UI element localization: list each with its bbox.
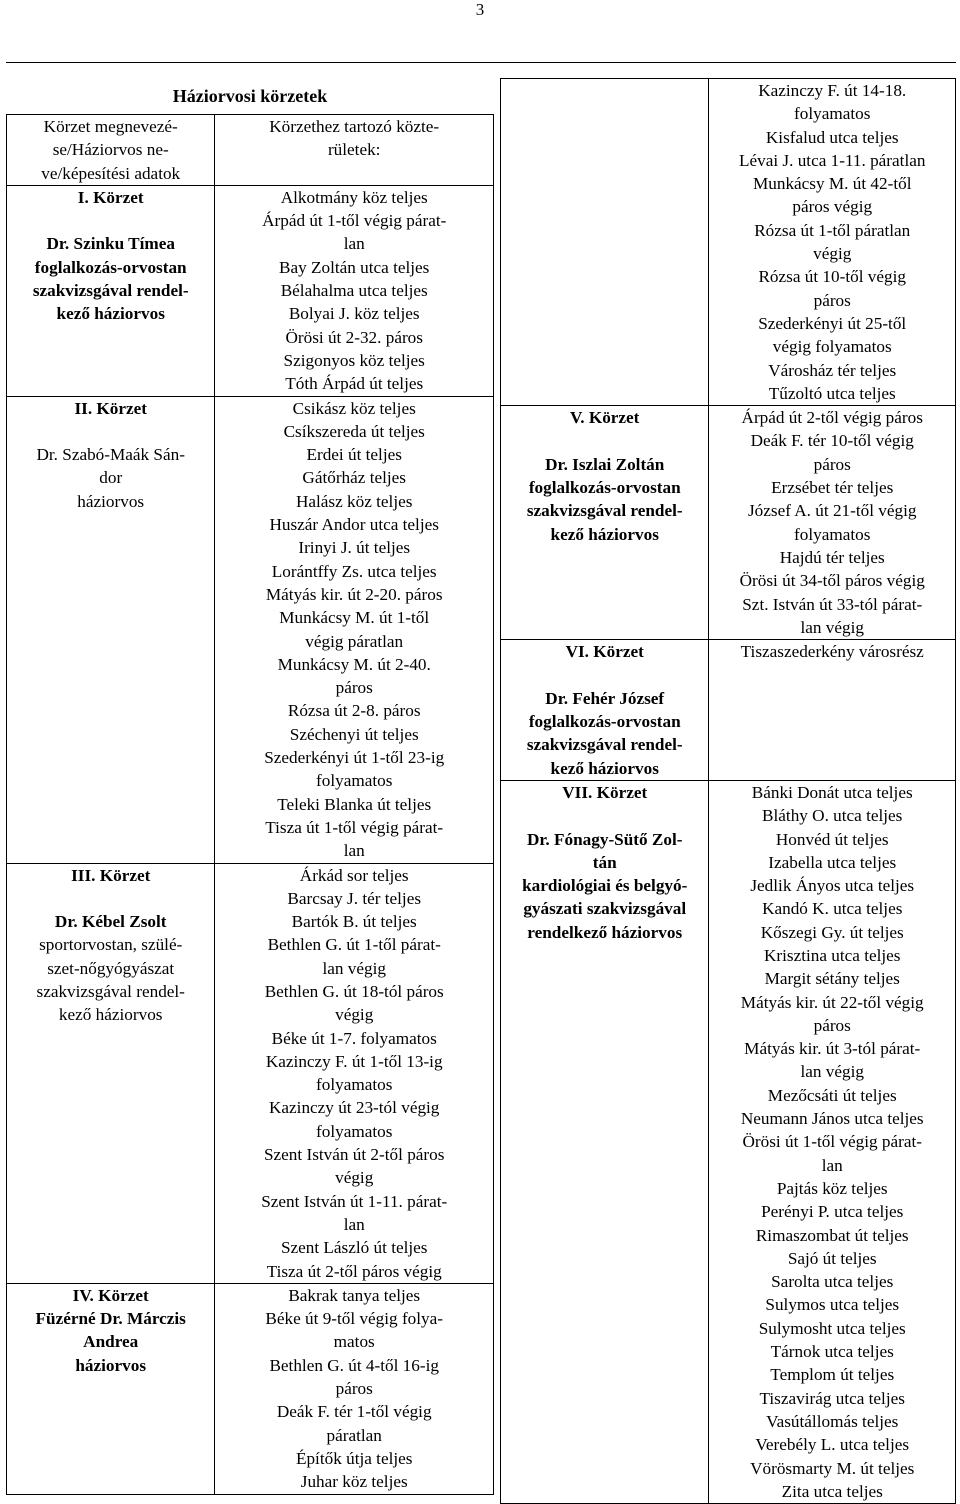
street-line: Szigonyos köz teljes xyxy=(283,350,425,370)
district-name: IV. Körzet xyxy=(72,1285,149,1305)
street-line: Tisza út 2-től páros végig xyxy=(266,1261,442,1281)
street-line: Pajtás köz teljes xyxy=(776,1178,888,1198)
street-line: Szent István út 1-11. párat- xyxy=(261,1191,448,1211)
district-cell xyxy=(7,396,215,863)
street-line: Árpád út 2-től végig páros xyxy=(741,408,923,428)
district-name: VII. Körzet xyxy=(562,782,648,802)
district-doctor-line: szakvizsgával rendel- xyxy=(36,981,185,1001)
districts-table-left xyxy=(6,78,494,1495)
street-line: Huszár Andor utca teljes xyxy=(269,515,439,535)
street-line: Kandó K. utca teljes xyxy=(762,899,903,919)
street-line: Mezőcsáti út teljes xyxy=(767,1085,897,1105)
street-line: Munkácsy M. út 2-40. xyxy=(277,654,431,674)
street-line: Béke út 1-7. folyamatos xyxy=(271,1028,437,1048)
street-line: Deák F. tér 10-től végig xyxy=(750,431,914,451)
district-doctor-line: Dr. Fónagy-Sütő Zol- xyxy=(526,829,683,849)
header-line: Körzet megnevezé- xyxy=(43,117,178,136)
street-line: Deák F. tér 1-től végig xyxy=(276,1402,432,1422)
street-line: Mátyás kir. út 3-tól párat- xyxy=(744,1039,921,1059)
table-row xyxy=(501,640,956,781)
district-doctor-line xyxy=(8,420,213,443)
street-line: Bethlen G. út 1-től párat- xyxy=(267,935,441,955)
district-doctor-line: Füzérné Dr. Márczis xyxy=(35,1309,186,1329)
district-doctor-line: dor xyxy=(99,468,123,488)
district-cell xyxy=(501,640,709,781)
street-line: Tisza út 1-től végig párat- xyxy=(265,817,444,837)
district-name: I. Körzet xyxy=(77,187,144,207)
street-line: Bethlen G. út 18-tól páros xyxy=(264,981,444,1001)
street-line: Kisfalud utca teljes xyxy=(765,127,899,147)
street-line: Vörösmarty M. út teljes xyxy=(750,1458,915,1478)
street-line: lan végig xyxy=(322,958,386,978)
street-line: Sulymos utca teljes xyxy=(765,1295,900,1315)
district-name: V. Körzet xyxy=(570,408,640,428)
district-doctor-line: kező háziorvos xyxy=(550,524,659,544)
district-doctor-line: szakvizsgával rendel- xyxy=(32,281,189,301)
street-line: Neumann János utca teljes xyxy=(740,1109,924,1129)
street-line: Rózsa út 10-től végig xyxy=(758,267,906,287)
street-line: páros xyxy=(335,1379,373,1399)
street-line: Építők útja teljes xyxy=(295,1448,413,1468)
street-line: páros xyxy=(335,678,373,698)
table-row xyxy=(501,79,956,406)
district-cell xyxy=(7,1283,215,1494)
street-line: végig xyxy=(813,244,852,264)
street-line: lan xyxy=(343,841,365,861)
street-line: Kazinczy F. út 1-től 13-ig xyxy=(265,1051,443,1071)
street-line: Örösi út 34-től páros végig xyxy=(739,571,925,591)
street-line: Csíkszereda út teljes xyxy=(283,421,425,441)
street-line: Margit sétány teljes xyxy=(764,969,900,989)
header-line: Körzethez tartozó közte- xyxy=(269,117,440,136)
street-line: Munkácsy M. út 1-től xyxy=(279,608,430,628)
districts-table-right xyxy=(500,78,956,1504)
streets-cell xyxy=(709,780,956,1503)
street-line: Kőszegi Gy. út teljes xyxy=(760,922,904,942)
street-line: Krisztina utca teljes xyxy=(763,945,901,965)
streets-cell xyxy=(215,185,494,396)
street-line: Tóth Árpád út teljes xyxy=(285,374,424,394)
street-line: Mátyás kir. út 22-től végig xyxy=(740,992,924,1012)
street-line: Városház tér teljes xyxy=(768,360,897,380)
district-doctor-line: Dr. Szinku Tímea xyxy=(46,234,175,254)
street-line: lan xyxy=(343,1214,365,1234)
district-doctor-line: foglalkozás-orvostan xyxy=(34,257,187,277)
street-line: Bakrak tanya teljes xyxy=(288,1285,421,1305)
street-line: Tiszaszederkény városrész xyxy=(740,642,924,662)
district-doctor-line: kardiológiai és belgyó- xyxy=(522,876,688,896)
district-name: II. Körzet xyxy=(74,398,147,418)
streets-cell xyxy=(709,79,956,406)
street-line: Bay Zoltán utca teljes xyxy=(279,257,430,277)
street-line: folyamatos xyxy=(794,524,871,544)
street-line: Mátyás kir. út 2-20. páros xyxy=(265,584,443,604)
street-line: lan végig xyxy=(800,617,864,637)
street-line: Erzsébet tér teljes xyxy=(771,478,894,498)
street-line: Irinyi J. út teljes xyxy=(298,538,411,558)
streets-cell xyxy=(709,640,956,781)
streets-cell xyxy=(215,396,494,863)
street-line: Bartók B. út teljes xyxy=(291,912,417,932)
district-doctor-line: gyászati szakvizsgával xyxy=(523,899,687,919)
header-district-column xyxy=(7,115,215,186)
street-line: Gátőrház teljes xyxy=(302,468,406,488)
district-doctor-line: sportorvostan, szülé- xyxy=(39,935,183,955)
table-title: Háziorvosi körzetek xyxy=(172,86,328,106)
district-cell xyxy=(501,780,709,1503)
district-doctor-line: szakvizsgával rendel- xyxy=(526,735,683,755)
street-line: végig folyamatos xyxy=(772,337,892,357)
street-line: Bolyai J. köz teljes xyxy=(288,304,420,324)
table-row xyxy=(501,780,956,1503)
street-line: Munkácsy M. út 42-től xyxy=(752,174,912,194)
street-line: Erdei út teljes xyxy=(306,445,402,465)
district-doctor-line: Dr. Szabó-Maák Sán- xyxy=(36,445,185,465)
district-doctor-line: kező háziorvos xyxy=(58,1005,163,1025)
street-line: Árkád sor teljes xyxy=(299,865,409,885)
streets-cell xyxy=(709,406,956,640)
street-line: Csikász köz teljes xyxy=(292,398,416,418)
header-streets-column xyxy=(215,115,494,186)
table-row xyxy=(7,1283,494,1494)
header-rule xyxy=(6,62,956,63)
street-line: Szent István út 2-től páros xyxy=(263,1145,445,1165)
street-line: Kazinczy út 23-tól végig xyxy=(269,1098,440,1118)
street-line: végig xyxy=(335,1005,374,1025)
street-line: Örösi út 1-től végig párat- xyxy=(742,1132,922,1152)
street-line: Rimaszombat út teljes xyxy=(755,1225,909,1245)
street-line: Zita utca teljes xyxy=(781,1481,883,1501)
street-line: Templom út teljes xyxy=(770,1365,895,1385)
street-line: Kazinczy F. út 14-18. xyxy=(758,81,907,100)
street-line: Juhar köz teljes xyxy=(300,1472,408,1492)
street-line: Bethlen G. út 4-től 16-ig xyxy=(269,1355,439,1375)
district-doctor-line xyxy=(503,429,706,452)
district-doctor-line: kező háziorvos xyxy=(550,758,659,778)
street-line: Tűzoltó utca teljes xyxy=(768,383,896,403)
district-doctor-line: foglalkozás-orvostan xyxy=(528,478,681,498)
district-doctor-line: Andrea xyxy=(83,1332,139,1352)
street-line: végig xyxy=(335,1168,374,1188)
district-doctor-line: háziorvos xyxy=(75,1355,147,1375)
street-line: Bélahalma utca teljes xyxy=(280,281,428,301)
streets-cell xyxy=(215,1283,494,1494)
district-doctor-line: foglalkozás-orvostan xyxy=(528,712,681,732)
district-doctor-line: szakvizsgával rendel- xyxy=(526,501,683,521)
district-doctor-line: rendelkező háziorvos xyxy=(527,922,683,942)
district-doctor-line: Dr. Fehér József xyxy=(545,688,665,708)
district-name: VI. Körzet xyxy=(565,642,644,662)
street-line: Perényi P. utca teljes xyxy=(761,1202,904,1222)
streets-cell xyxy=(215,863,494,1283)
district-cell xyxy=(501,406,709,640)
header-line: se/Háziorvos ne- xyxy=(52,140,169,160)
street-line: Lévai J. utca 1-11. páratlan xyxy=(739,150,926,170)
street-line: lan xyxy=(821,1155,843,1175)
street-line: József A. út 21-től végig xyxy=(747,501,917,521)
district-cell xyxy=(7,185,215,396)
street-line: folyamatos xyxy=(794,104,871,124)
street-line: folyamatos xyxy=(316,771,393,791)
street-line: Sajó út teljes xyxy=(787,1248,877,1268)
street-line: Szent László út teljes xyxy=(280,1238,428,1258)
street-line: Lorántffy Zs. utca teljes xyxy=(271,561,437,581)
street-line: Honvéd út teljes xyxy=(775,829,889,849)
district-doctor-line: Dr. Kébel Zsolt xyxy=(54,912,167,932)
street-line: Halász köz teljes xyxy=(295,491,413,511)
street-line: folyamatos xyxy=(316,1121,393,1141)
street-line: páros xyxy=(813,1015,851,1035)
street-line: Izabella utca teljes xyxy=(768,852,897,872)
street-line: Szt. István út 33-tól párat- xyxy=(742,594,923,614)
district-doctor-line: kező háziorvos xyxy=(56,304,165,324)
street-line: folyamatos xyxy=(316,1075,393,1095)
street-line: Szederkényi út 25-től xyxy=(758,313,907,333)
district-doctor-line xyxy=(503,804,706,827)
street-line: Sulymosht utca teljes xyxy=(758,1318,906,1338)
street-line: Árpád út 1-től végig párat- xyxy=(262,211,447,231)
street-line: Rózsa út 2-8. páros xyxy=(287,701,421,721)
street-line: páros xyxy=(813,454,851,474)
district-doctor-line: háziorvos xyxy=(77,491,145,511)
table-row xyxy=(7,185,494,396)
street-line: Rózsa út 1-től páratlan xyxy=(754,220,911,240)
table-row xyxy=(501,406,956,640)
street-line: Sarolta utca teljes xyxy=(771,1272,894,1292)
table-row xyxy=(7,863,494,1283)
street-line: Jedlik Ányos utca teljes xyxy=(750,876,915,896)
table-row xyxy=(7,396,494,863)
street-line: Vasútállomás teljes xyxy=(766,1411,899,1431)
district-name: III. Körzet xyxy=(71,865,151,885)
district-doctor-line xyxy=(8,209,213,232)
street-line: Bánki Donát utca teljes xyxy=(751,782,913,802)
street-line: Széchenyi út teljes xyxy=(289,724,419,744)
street-line: Szederkényi út 1-től 23-ig xyxy=(264,748,445,768)
district-cell xyxy=(501,79,709,406)
street-line: Alkotmány köz teljes xyxy=(280,187,428,207)
district-doctor-line xyxy=(8,887,213,910)
street-line: Béke út 9-től végig folya- xyxy=(265,1309,443,1329)
district-doctor-line: Dr. Iszlai Zoltán xyxy=(545,454,665,474)
street-line: lan xyxy=(343,234,365,254)
district-doctor-line: szet-nőgyógyászat xyxy=(47,958,175,978)
street-line: matos xyxy=(333,1332,375,1352)
district-doctor-line xyxy=(503,663,706,686)
street-line: páros végig xyxy=(792,197,873,217)
street-line: Tárnok utca teljes xyxy=(770,1342,894,1362)
street-line: Verebély L. utca teljes xyxy=(755,1435,910,1455)
page-number: 3 xyxy=(475,0,485,19)
street-line: páros xyxy=(813,290,851,310)
street-line: Hajdú tér teljes xyxy=(779,547,885,567)
street-line: Bláthy O. utca teljes xyxy=(762,806,903,826)
district-cell xyxy=(7,863,215,1283)
street-line: végig páratlan xyxy=(305,631,404,651)
header-line: ve/képesítési adatok xyxy=(41,163,181,183)
street-line: Teleki Blanka út teljes xyxy=(277,794,432,814)
street-line: Tiszavirág utca teljes xyxy=(759,1388,905,1408)
header-line: rületek: xyxy=(327,140,381,160)
district-doctor-line: tán xyxy=(592,852,617,872)
street-line: páratlan xyxy=(326,1425,382,1445)
street-line: lan végig xyxy=(800,1062,864,1082)
street-line: Barcsay J. tér teljes xyxy=(287,888,422,908)
street-line: Örösi út 2-32. páros xyxy=(285,327,423,347)
